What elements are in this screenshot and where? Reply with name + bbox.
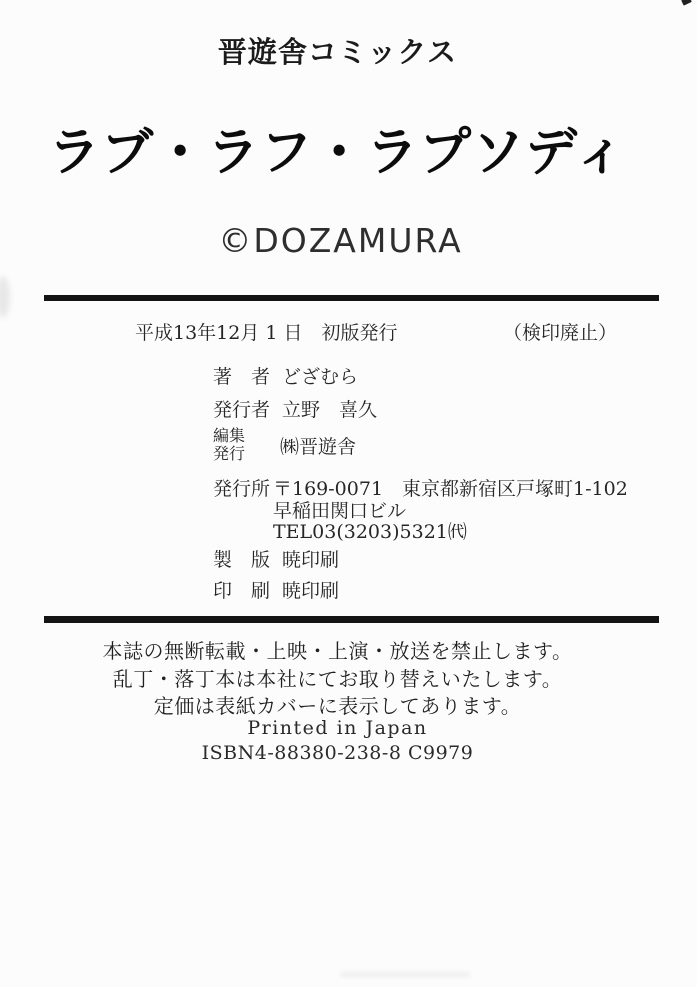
scan-artifact-smudge — [0, 276, 10, 318]
notice-price: 定価は表紙カバーに表示してあります。 — [153, 694, 522, 718]
edition-date: 平成13年12月 1 日 初版発行 — [135, 322, 398, 344]
platemaking-value: 暁印刷 — [282, 549, 340, 571]
author-value: どざむら — [282, 366, 359, 388]
isbn-code: ISBN4-88380-238-8 C9979 — [201, 742, 474, 764]
publisher-label: 発行者 — [213, 399, 271, 421]
series-name: 晋遊舎コミックス — [217, 35, 458, 69]
printed-in-japan: Printed in Japan — [247, 717, 428, 739]
top-divider — [44, 295, 659, 301]
publishing-office-address-line2: 早稲田関口ビル — [273, 500, 407, 522]
copyright-line: ©DOZAMURA — [218, 221, 463, 260]
editing-publisher-value: ㈱晋遊舎 — [280, 436, 357, 458]
publishing-office-address-line1: 〒169-0071 東京都新宿区戸塚町1-102 — [273, 478, 628, 500]
printing-value: 暁印刷 — [282, 580, 340, 602]
publisher-value: 立野 喜久 — [282, 399, 378, 421]
scan-artifact-smudge — [340, 972, 470, 977]
notice-no-reproduction: 本誌の無断転載・上映・上演・放送を禁止します。 — [102, 639, 573, 663]
book-title: ラブ・ラフ・ラプソディ — [48, 123, 627, 183]
platemaking-label: 製 版 — [213, 549, 271, 571]
scan-artifact-mark — [681, 0, 692, 6]
printing-label: 印 刷 — [213, 580, 271, 602]
publishing-office-telephone: TEL03(3203)5321㈹ — [273, 521, 467, 543]
editing-label-line1: 編集 — [213, 426, 246, 445]
author-label: 著 者 — [213, 366, 271, 388]
notice-replacement: 乱丁・落丁本は本社にてお取り替えいたします。 — [112, 667, 563, 691]
editing-label-line2: 発行 — [213, 444, 246, 463]
inspection-abolished-note: （検印廃止） — [502, 322, 617, 344]
publishing-office-label: 発行所 — [213, 478, 271, 500]
bottom-divider — [44, 616, 659, 623]
